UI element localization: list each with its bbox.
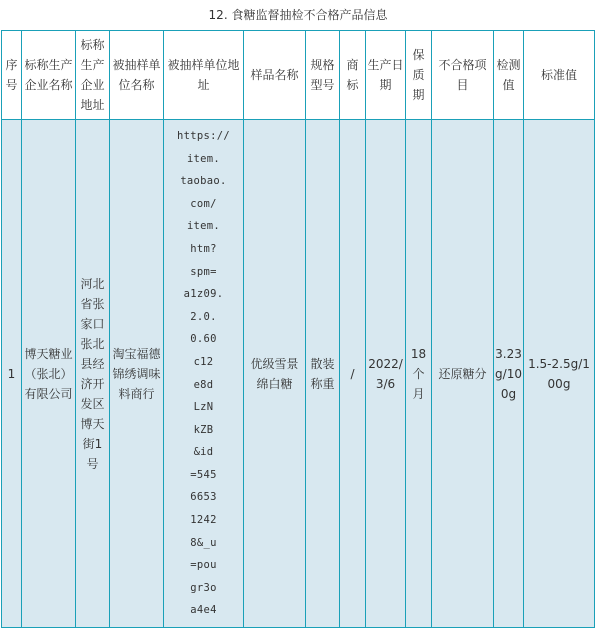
header-spec: 规格型号 bbox=[306, 31, 340, 120]
header-shelf-life: 保质期 bbox=[406, 31, 432, 120]
cell-brand: / bbox=[340, 120, 366, 628]
address-line: a1z09. bbox=[183, 288, 224, 301]
cell-sampled-unit-name: 淘宝福德锦绣调味料商行 bbox=[110, 120, 164, 628]
header-sampled-unit-address: 被抽样单位地址 bbox=[164, 31, 244, 120]
address-line: 1242 bbox=[190, 514, 217, 527]
address-line: item. bbox=[186, 220, 221, 233]
address-line: com/ bbox=[190, 197, 217, 210]
address-line: 8&_u bbox=[190, 536, 217, 549]
header-row bbox=[2, 31, 595, 120]
cell-standard-value: 1.5-2.5g/100g bbox=[524, 120, 595, 628]
cell-sampled-unit-address bbox=[164, 120, 244, 628]
address-line: spm= bbox=[190, 265, 217, 278]
address-line: &id bbox=[193, 446, 214, 459]
failed-products-table bbox=[1, 30, 595, 628]
address-line: =pou bbox=[190, 559, 217, 572]
header-measured-value: 检测值 bbox=[494, 31, 524, 120]
header-producer-name: 标称生产企业名称 bbox=[22, 31, 76, 120]
header-sampled-unit-name: 被抽样单位名称 bbox=[110, 31, 164, 120]
address-line: item. bbox=[186, 152, 221, 165]
header-production-date: 生产日期 bbox=[366, 31, 406, 120]
cell-producer-name: 博天糖业（张北）有限公司 bbox=[22, 120, 76, 628]
address-line: a4e4 bbox=[190, 604, 217, 617]
address-line: c12 bbox=[193, 355, 214, 368]
header-brand: 商标 bbox=[340, 31, 366, 120]
header-producer-address: 标称生产企业地址 bbox=[76, 31, 110, 120]
cell-index: 1 bbox=[2, 120, 22, 628]
address-line: https:// bbox=[177, 129, 230, 142]
header-standard-value: 标准值 bbox=[524, 31, 595, 120]
cell-failed-item: 还原糖分 bbox=[432, 120, 494, 628]
cell-shelf-life: 18个月 bbox=[406, 120, 432, 628]
cell-sample-name: 优级雪景绵白糖 bbox=[244, 120, 306, 628]
cell-measured-value: 3.23g/100g bbox=[494, 120, 524, 628]
header-index: 序号 bbox=[2, 31, 22, 120]
address-line: taobao. bbox=[180, 175, 227, 188]
address-line: gr3o bbox=[190, 581, 217, 594]
address-line: 6653 bbox=[190, 491, 217, 504]
cell-producer-address: 河北省张家口张北县经济开发区博天街1号 bbox=[76, 120, 110, 628]
header-sample-name: 样品名称 bbox=[244, 31, 306, 120]
table-caption: 12. 食糖监督抽检不合格产品信息 bbox=[208, 8, 388, 22]
address-line: LzN bbox=[193, 401, 214, 414]
address-line: kZB bbox=[193, 423, 214, 436]
cell-spec: 散装称重 bbox=[306, 120, 340, 628]
address-line: htm? bbox=[190, 242, 217, 255]
header-failed-item: 不合格项目 bbox=[432, 31, 494, 120]
address-line: 0.60 bbox=[190, 333, 217, 346]
address-line: =545 bbox=[190, 468, 217, 481]
address-line: e8d bbox=[193, 378, 214, 391]
address-line: 2.0. bbox=[190, 310, 217, 323]
table-row bbox=[2, 120, 595, 628]
cell-production-date: 2022/3/6 bbox=[366, 120, 406, 628]
